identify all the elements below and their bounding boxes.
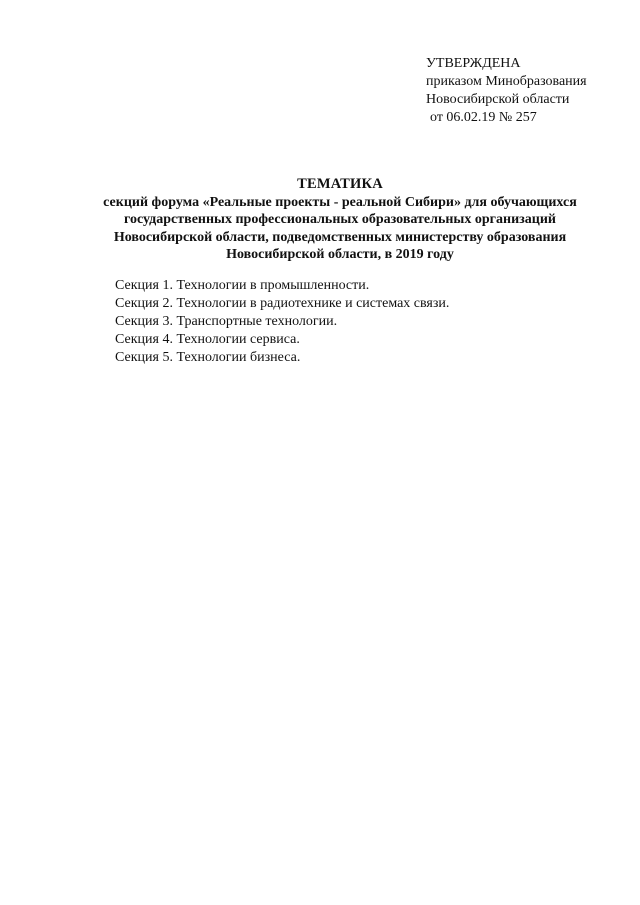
approval-date-number: от 06.02.19 № 257: [430, 110, 537, 125]
section-item-2: Секция 2. Технологии в радиотехнике и системах связи.: [115, 296, 450, 311]
sections-list: [115, 277, 595, 367]
document-subtitle-line-2: государственных профессиональных образовательных организаций: [124, 212, 556, 227]
approval-status: УТВЕРЖДЕНА: [426, 56, 521, 71]
document-title: ТЕМАТИКА: [297, 176, 383, 192]
document-subtitle-line-1: секций форума «Реальные проекты - реальной Сибири» для обучающихся: [103, 194, 577, 210]
section-item-5: Секция 5. Технологии бизнеса.: [115, 350, 301, 365]
document-subtitle-line-4: Новосибирской области, в 2019 году: [226, 247, 454, 262]
section-item-1: Секция 1. Технологии в промышленности.: [115, 278, 370, 293]
section-item-4: Секция 4. Технологии сервиса.: [115, 332, 300, 347]
approval-order-issuer: приказом Минобразования: [426, 74, 587, 89]
document-heading: [60, 176, 620, 264]
document-subtitle-line-3: Новосибирской области, подведомственных министерству образования: [113, 229, 567, 245]
approval-region: Новосибирской области: [426, 92, 570, 107]
section-item-3: Секция 3. Транспортные технологии.: [115, 314, 338, 329]
approval-stamp-block: [426, 55, 626, 127]
